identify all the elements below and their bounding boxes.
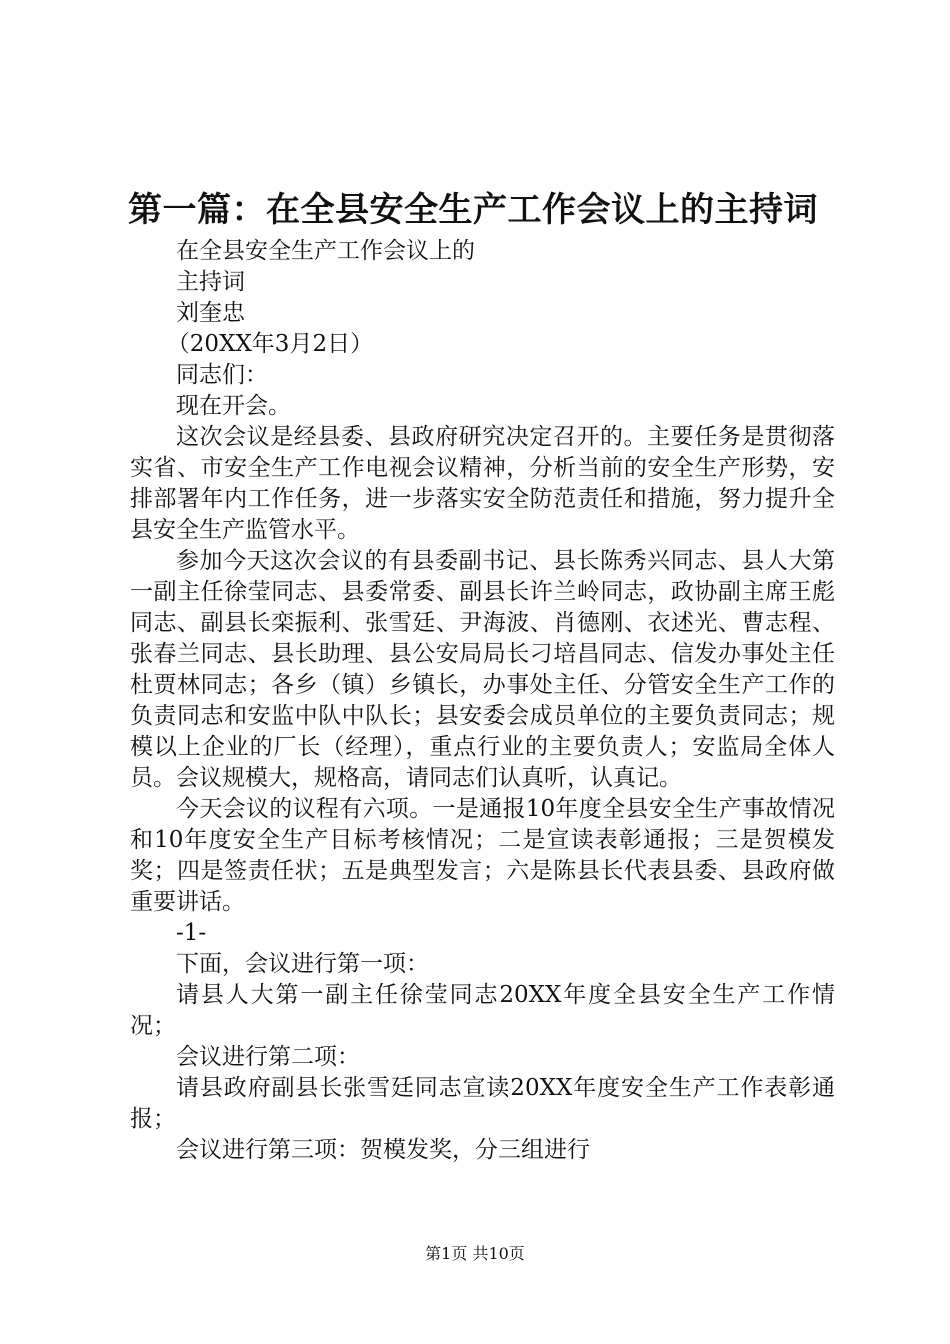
paragraph-item-1: 请县人大第一副主任徐莹同志20XX年度全县安全生产工作情况； [130, 982, 835, 1039]
paragraph-purpose: 这次会议是经县委、县政府研究决定召开的。主要任务是贯彻落实省、市安全生产工作电视会议精神，分析当前的安全生产形势，安排部署年内工作任务，进一步落实安全防范责任和措施，努力提升全县安全生产监管水平。 [130, 424, 835, 543]
paragraph-item-3-intro: 会议进行第三项：贺模发奖，分三组进行 [176, 1137, 590, 1163]
salutation: 同志们： [176, 362, 268, 388]
paragraph-item-2-intro: 会议进行第二项： [176, 1044, 360, 1070]
document-body [130, 236, 835, 1166]
paragraph-item-1-intro: 下面，会议进行第一项： [176, 951, 429, 977]
paragraph-item-2: 请县政府副县长张雪廷同志宣读20XX年度安全生产工作表彰通报； [130, 1075, 835, 1132]
subtitle-line-1: 在全县安全生产工作会议上的 [176, 238, 475, 264]
author: 刘奎忠 [176, 300, 245, 326]
document-title: 第一篇：在全县安全生产工作会议上的主持词 [128, 190, 818, 230]
date-line: （20XX年3月2日） [166, 331, 374, 357]
subtitle-line-2: 主持词 [176, 269, 245, 295]
page-marker: -1- [176, 920, 207, 946]
paragraph-opening: 现在开会。 [176, 393, 291, 419]
page-footer: 第1页 共10页 [425, 1244, 525, 1263]
paragraph-attendees: 参加今天这次会议的有县委副书记、县长陈秀兴同志、县人大第一副主任徐莹同志、县委常委、副县长许兰岭同志，政协副主席王彪同志、副县长栾振利、张雪廷、尹海波、肖德刚、衣述光、曹志程、张春兰同志、县长助理、县公安局局长刁培昌同志、信发办事处主任杜贾林同志；各乡（镇）乡镇长，办事处主任、分管安全生产工作的负责同志和安监中队中队长；县安委会成员单位的主要负责同志；规模以上企业的厂长（经理），重点行业的主要负责人；安监局全体人员。会议规模大，规格高，请同志们认真听，认真记。 [130, 548, 835, 791]
paragraph-agenda: 今天会议的议程有六项。一是通报10年度全县安全生产事故情况和10年度安全生产目标考核情况；二是宣读表彰通报；三是贺模发奖；四是签责任状；五是典型发言；六是陈县长代表县委、县政府做重要讲话。 [130, 796, 835, 915]
